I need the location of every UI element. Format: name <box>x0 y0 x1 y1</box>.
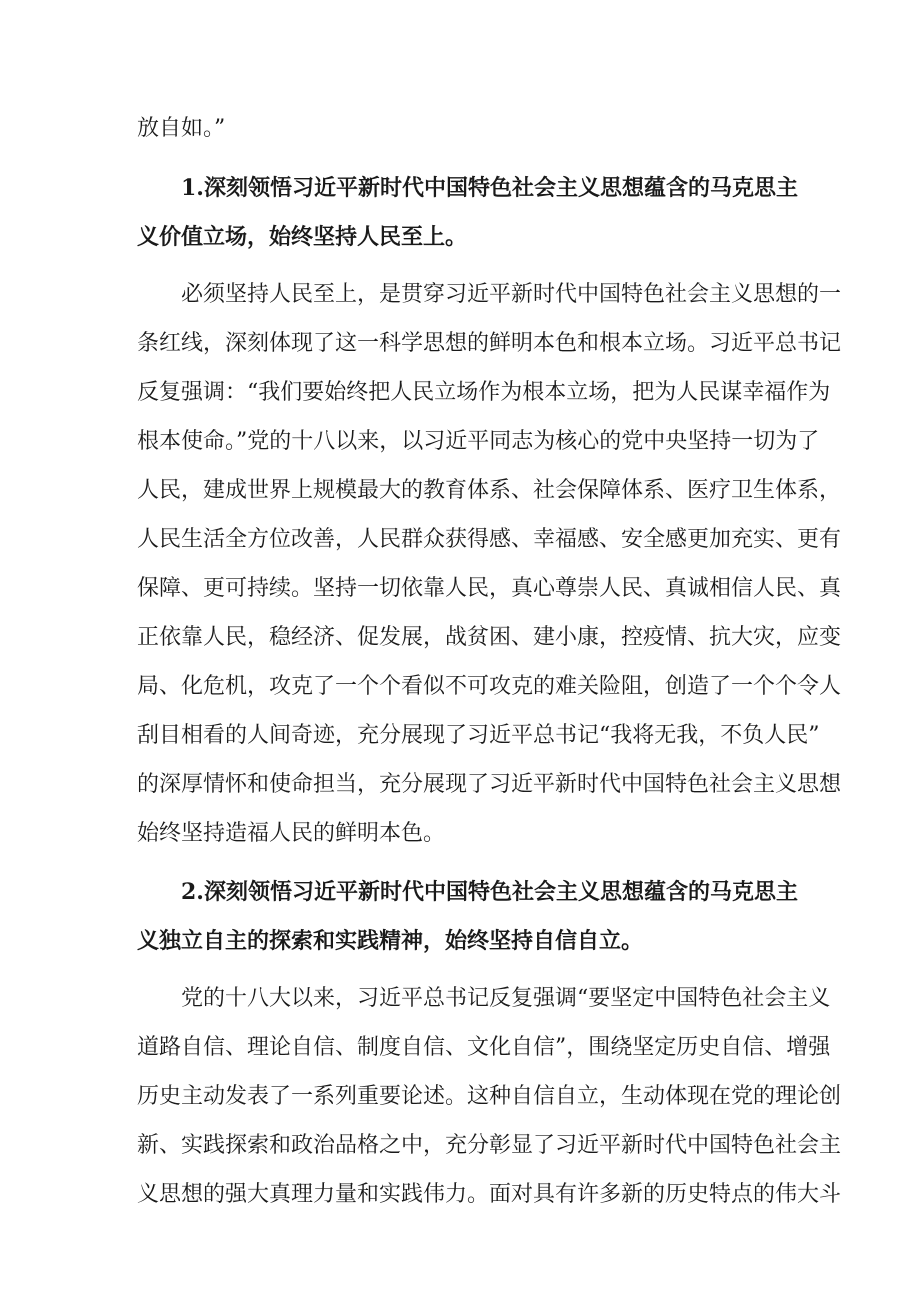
paragraph-2-line: 党的十八大以来，习近平总书记反复强调“要坚定中国特色社会主义 <box>181 986 831 1011</box>
paragraph-2-line: 道路自信、理论自信、制度自信、文化自信”，围绕坚定历史自信、增强 <box>137 1035 831 1060</box>
paragraph-2-line: 义思想的强大真理力量和实践伟力。面对具有许多新的历史特点的伟大斗 <box>137 1182 842 1207</box>
carry-over-line: 放自如。” <box>137 116 226 141</box>
paragraph-1-line: 始终坚持造福人民的鲜明本色。 <box>137 821 446 846</box>
paragraph-1-line: 正依靠人民，稳经济、促发展，战贫困、建小康，控疫情、抗大灾，应变 <box>137 625 842 650</box>
paragraph-1-line: 的深厚情怀和使命担当，充分展现了习近平新时代中国特色社会主义思想 <box>137 772 842 797</box>
paragraph-1-line: 局、化危机，攻克了一个个看似不可攻克的难关险阻，创造了一个个令人 <box>137 674 842 699</box>
paragraph-1-line: 保障、更可持续。坚持一切依靠人民，真心尊崇人民、真诚相信人民、真 <box>137 576 842 601</box>
paragraph-1-line: 人民生活全方位改善，人民群众获得感、幸福感、安全感更加充实、更有 <box>137 527 842 552</box>
heading-2-line-1: 2.深刻领悟习近平新时代中国特色社会主义思想蕴含的马克思主 <box>181 879 798 905</box>
paragraph-1-line: 反复强调：“我们要始终把人民立场作为根本立场，把为人民谋幸福作为 <box>137 380 831 405</box>
paragraph-1-line: 根本使命。”党的十八以来，以习近平同志为核心的党中央坚持一切为了 <box>137 429 820 454</box>
paragraph-1-line: 必须坚持人民至上，是贯穿习近平新时代中国特色社会主义思想的一 <box>181 282 842 307</box>
heading-1-line-2: 义价值立场，始终坚持人民至上。 <box>137 224 468 250</box>
paragraph-1-line: 条红线，深刻体现了这一科学思想的鲜明本色和根本立场。习近平总书记 <box>137 331 842 356</box>
heading-1-line-1: 1.深刻领悟习近平新时代中国特色社会主义思想蕴含的马克思主 <box>181 175 798 201</box>
paragraph-2-line: 新、实践探索和政治品格之中，充分彰显了习近平新时代中国特色社会主 <box>137 1133 842 1158</box>
paragraph-2-line: 历史主动发表了一系列重要论述。这种自信自立，生动体现在党的理论创 <box>137 1084 842 1109</box>
paragraph-1-line: 人民，建成世界上规模最大的教育体系、社会保障体系、医疗卫生体系， <box>137 478 842 503</box>
heading-2-line-2: 义独立自主的探索和实践精神，始终坚持自信自立。 <box>137 928 644 954</box>
paragraph-1-line: 刮目相看的人间奇迹，充分展现了习近平总书记“我将无我，不负人民” <box>137 723 820 748</box>
